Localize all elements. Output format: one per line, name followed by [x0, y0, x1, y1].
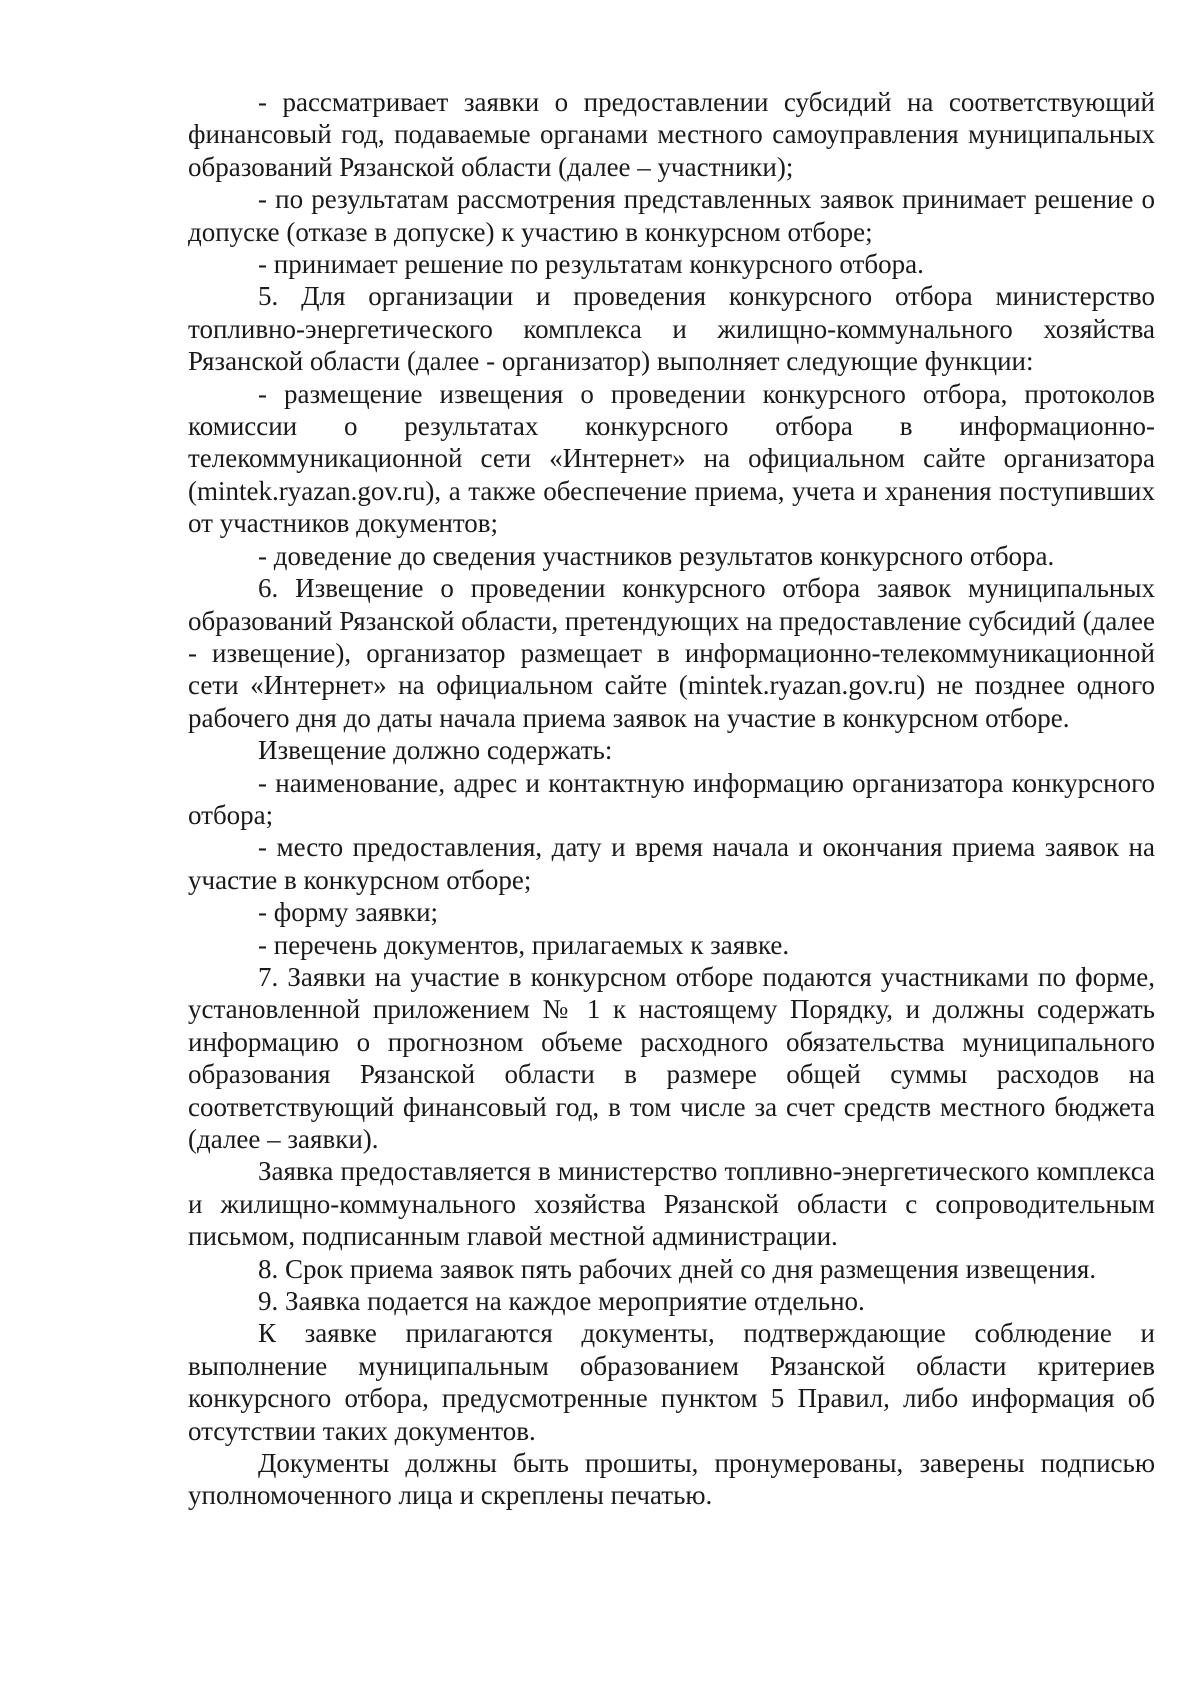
paragraph: - место предоставления, дату и время начала и окончания приема заявок на участие в конкурсном отборе; [188, 832, 1155, 895]
paragraph: 6. Извещение о проведении конкурсного отбора заявок муниципальных образований Рязанской области, претендующих на предоставление субсидий (далее - извещение), организатор размещает в информационно-телекоммуникационной сети «Интернет» на официальном сайте (mintek.ryazan.gov.ru) не позднее одного рабочего дня до даты начала приема заявок на участие в конкурсном отборе. [188, 573, 1155, 733]
paragraph: - по результатам рассмотрения представленных заявок принимает решение о допуске (отказе в допуске) к участию в конкурсном отборе; [188, 184, 1155, 247]
paragraph: - наименование, адрес и контактную информацию организатора конкурсного отбора; [188, 767, 1155, 830]
paragraph: Извещение должно содержать: [258, 735, 613, 766]
paragraph: 7. Заявки на участие в конкурсном отборе подаются участниками по форме, установленной приложением № 1 к настоящему Порядку, и должны содержать информацию о прогнозном объеме расходного обязательства муниципального образования Рязанской области в размере общей суммы расходов на соответствующий финансовый год, в том числе за счет средств местного бюджета (далее – заявки). [188, 961, 1155, 1154]
paragraph: 5. Для организации и проведения конкурсного отбора министерство топливно-энергетического комплекса и жилищно-коммунального хозяйства Рязанской области (далее - организатор) выполняет следующие функции: [188, 281, 1155, 377]
paragraph: 9. Заявка подается на каждое мероприятие отдельно. [258, 1286, 865, 1317]
paragraph: 8. Срок приема заявок пять рабочих дней со дня размещения извещения. [258, 1253, 1097, 1284]
paragraph: - доведение до сведения участников результатов конкурсного отбора. [258, 540, 1055, 571]
document-page [188, 86, 1155, 1512]
paragraph: - перечень документов, прилагаемых к заявке. [258, 929, 790, 960]
paragraph: Документы должны быть прошиты, пронумерованы, заверены подписью уполномоченного лица и скреплены печатью. [188, 1448, 1155, 1511]
paragraph: - форму заявки; [258, 897, 439, 928]
paragraph: К заявке прилагаются документы, подтверждающие соблюдение и выполнение муниципальным образованием Рязанской области критериев конкурсного отбора, предусмотренные пунктом 5 Правил, либо информация об отсутствии таких документов. [188, 1318, 1155, 1446]
paragraph: - размещение извещения о проведении конкурсного отбора, протоколов комиссии о результатах конкурсного отбора в информационно-телекоммуникационной сети «Интернет» на официальном сайте организатора (mintek.ryazan.gov.ru), а также обеспечение приема, учета и хранения поступивших от участников документов; [188, 378, 1155, 539]
paragraph: Заявка предоставляется в министерство топливно-энергетического комплекса и жилищно-коммунального хозяйства Рязанской области с сопроводительным письмом, подписанным главой местной администрации. [188, 1156, 1155, 1252]
paragraph: - принимает решение по результатам конкурсного отбора. [258, 249, 924, 280]
paragraph: - рассматривает заявки о предоставлении субсидий на соответствующий финансовый год, подаваемые органами местного самоуправления муниципальных образований Рязанской области (далее – участники); [188, 87, 1155, 182]
